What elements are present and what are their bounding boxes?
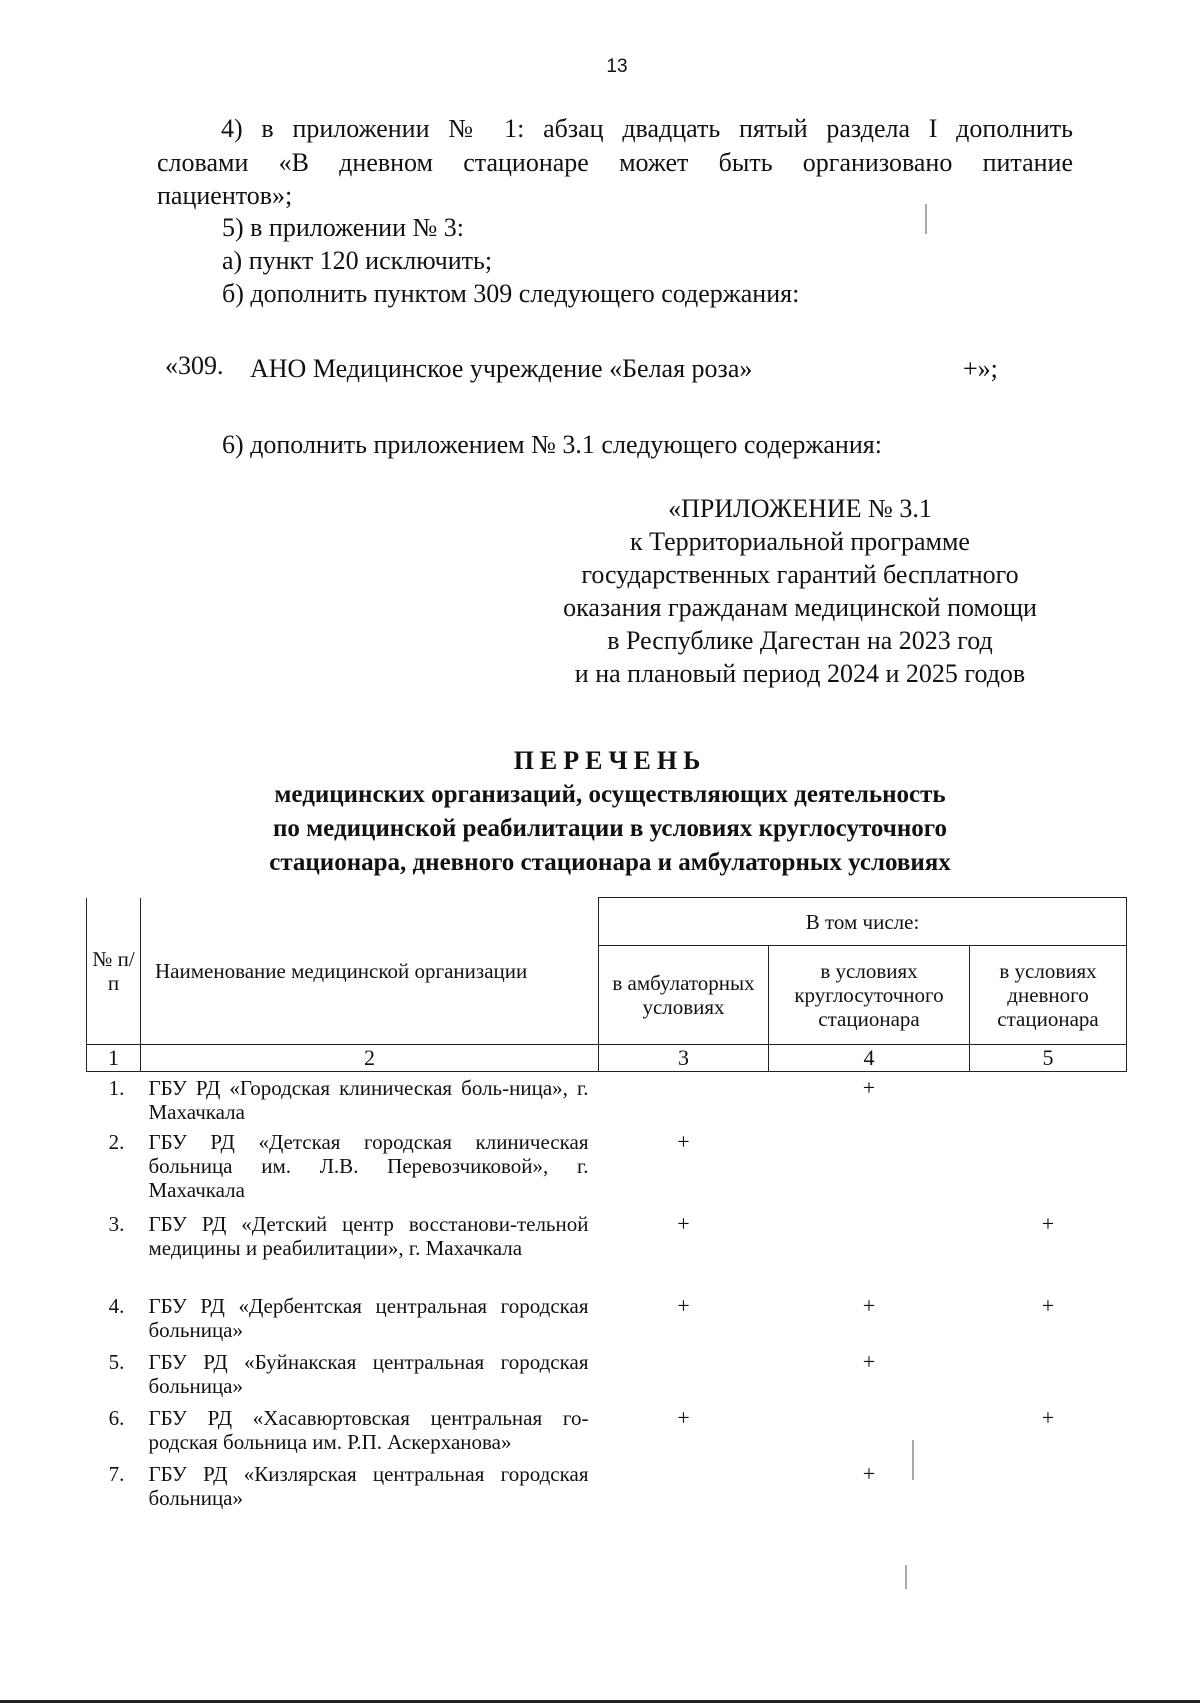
day-hospital-mark [970, 1346, 1127, 1402]
row-number: 3. [108, 1211, 125, 1236]
scan-speck [912, 1440, 914, 1480]
table-row [87, 1290, 1127, 1346]
organization-name: ГБУ РД «Детский центр восстанови-тельной медицины и реабилитации», г. Махачкала [148, 1211, 589, 1260]
organization-name: ГБУ РД «Кизлярская центральная городская больница» [148, 1461, 589, 1510]
header-number: № п/п [87, 898, 141, 1045]
insert-number: «309. [165, 351, 224, 380]
item-4-line-1: 4) в приложении № 1: абзац двадцать пятый раздела I дополнить [221, 114, 1073, 143]
day-hospital-mark: + [1041, 1210, 1055, 1236]
item-5b: б) дополнить пунктом 309 следующего содержания: [222, 279, 800, 308]
item-4-line-3: пациентов»; [157, 181, 293, 210]
table-row [87, 1208, 1127, 1290]
ambulatory-mark [599, 1071, 769, 1126]
appendix-line: и на плановый период 2024 и 2025 годов [574, 659, 1026, 688]
column-number: 2 [141, 1044, 599, 1071]
scan-edge [0, 1700, 1200, 1703]
column-number: 1 [87, 1044, 141, 1071]
organization-name: ГБУ РД «Дербентская центральная городская больница» [148, 1293, 589, 1342]
ambulatory-mark [599, 1458, 769, 1514]
table-row [87, 1402, 1127, 1458]
list-subtitle-line: по медицинской реабилитации в условиях круглосуточного [273, 815, 947, 842]
list-subtitle-line: медицинских организаций, осуществляющих деятельность [274, 781, 946, 808]
round-clock-mark [769, 1402, 970, 1458]
column-number: 5 [970, 1044, 1127, 1071]
scan-speck [925, 204, 927, 234]
appendix-line: «ПРИЛОЖЕНИЕ № 3.1 [668, 494, 932, 523]
day-hospital-mark: + [1041, 1404, 1055, 1430]
appendix-line: к Территориальной программе [630, 527, 970, 556]
appendix-header [520, 492, 1080, 690]
header-name: Наименование медицинской организации [141, 898, 599, 1045]
row-number: 2. [108, 1129, 125, 1154]
row-number: 4. [108, 1293, 125, 1318]
ambulatory-mark [599, 1346, 769, 1402]
table-row [87, 1126, 1127, 1208]
column-number: 3 [599, 1044, 769, 1071]
list-subtitle-line: стационара, дневного стационара и амбулаторных условиях [269, 849, 951, 876]
organizations-table [86, 897, 1127, 1514]
ambulatory-mark: + [677, 1404, 690, 1430]
appendix-line: в Республике Дагестан на 2023 год [607, 626, 993, 655]
round-clock-mark [769, 1208, 970, 1290]
ambulatory-mark: + [677, 1128, 690, 1154]
day-hospital-mark [970, 1458, 1127, 1514]
header-ambulatory: в амбулаторных условиях [599, 946, 769, 1044]
ambulatory-mark: + [677, 1210, 690, 1236]
round-clock-mark: + [862, 1348, 876, 1374]
column-number: 4 [769, 1044, 970, 1071]
insert-mark: +»; [963, 354, 998, 383]
organization-name: ГБУ РД «Буйнакская центральная городская больница» [148, 1349, 589, 1398]
day-hospital-mark: + [1041, 1292, 1055, 1318]
organization-name: ГБУ РД «Хасавюртовская центральная го-родская больница им. Р.П. Аскерханова» [148, 1405, 589, 1454]
round-clock-mark: + [862, 1074, 876, 1100]
header-day-hospital: в условиях дневного стационара [970, 946, 1127, 1044]
round-clock-mark: + [862, 1460, 876, 1486]
row-number: 1. [108, 1075, 125, 1100]
header-round-clock: в условиях круглосуточного стационара [769, 946, 970, 1044]
list-heading: ПЕРЕЧЕНЬ [513, 746, 707, 775]
page-number: 13 [606, 56, 628, 77]
ambulatory-mark: + [677, 1292, 690, 1318]
row-number: 6. [108, 1405, 125, 1430]
item-5a: а) пункт 120 исключить; [222, 246, 493, 275]
item-4-line-2: словами «В дневном стационаре может быть организовано питание [157, 148, 1073, 177]
day-hospital-mark [970, 1071, 1127, 1126]
organization-name: ГБУ РД «Городская клиническая боль-ница», г. Махачкала [148, 1075, 589, 1124]
insert-organization: АНО Медицинское учреждение «Белая роза» [250, 354, 753, 383]
table-row [87, 1071, 1127, 1126]
day-hospital-mark [970, 1126, 1127, 1208]
round-clock-mark: + [862, 1292, 876, 1318]
appendix-line: оказания гражданам медицинской помощи [563, 593, 1037, 622]
scan-speck [905, 1565, 907, 1589]
item-5: 5) в приложении № 3: [222, 213, 465, 242]
organization-name: ГБУ РД «Детская городская клиническая больница им. Л.В. Перевозчиковой», г. Махачкала [148, 1129, 589, 1202]
appendix-line: государственных гарантий бесплатного [581, 560, 1019, 589]
row-number: 7. [108, 1461, 125, 1486]
item-6: 6) дополнить приложением № 3.1 следующего содержания: [222, 430, 882, 459]
header-group: В том числе: [599, 898, 1127, 946]
round-clock-mark [769, 1126, 970, 1208]
list-title [150, 744, 1070, 880]
table-row [87, 1458, 1127, 1514]
table-row [87, 1346, 1127, 1402]
row-number: 5. [108, 1349, 125, 1374]
